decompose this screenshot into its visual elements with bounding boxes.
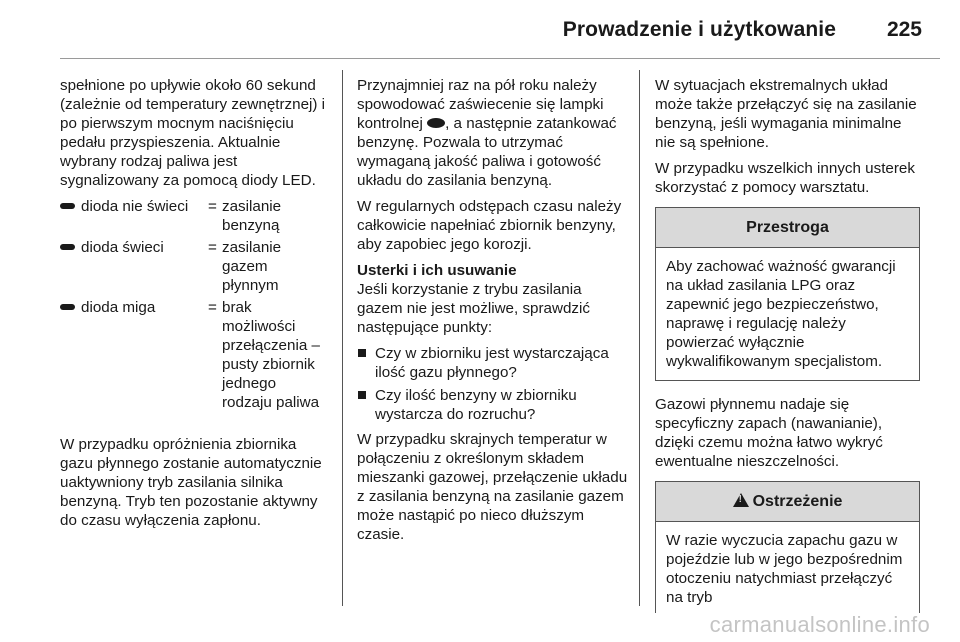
equals-sign: = bbox=[208, 299, 217, 316]
section-heading: Usterki i ich usuwanie bbox=[357, 262, 517, 279]
header-divider bbox=[60, 58, 940, 59]
page-title: Prowadzenie i użytkowanie bbox=[562, 18, 836, 41]
bullet-icon bbox=[358, 349, 366, 357]
checklist bbox=[357, 344, 629, 424]
workshop-paragraph: W przypadku wszelkich innych usterek skorzystać z pomocy warsztatu. bbox=[655, 160, 915, 196]
led-meaning: brak możliwości przełączenia – pusty zbiornik jednego rodzaju paliwa bbox=[222, 299, 320, 411]
column-1 bbox=[60, 76, 330, 537]
temperature-paragraph: W przypadku skrajnych temperatur w połączeniu z określonym składem mieszanki gazowej, przełączenie układu z zasilania benzyną na zasilanie gazem może nastąpić po nieco dłuższym czasie. bbox=[357, 431, 628, 543]
page-header bbox=[0, 0, 960, 60]
warning-body: W razie wyczucia zapachu gazu w pojeździe lub w jego bezpośrednim otoczeniu natychmiast przełączyć na tryb bbox=[666, 532, 903, 606]
led-icon bbox=[60, 203, 75, 209]
page-number: 225 bbox=[886, 18, 922, 41]
list-item bbox=[357, 386, 629, 424]
extreme-paragraph: W sytuacjach ekstremalnych układ może także przełączyć się na zasilanie benzyną, jeśli wymagania minimalne nie są spełnione. bbox=[655, 77, 917, 151]
control-lamp-icon bbox=[427, 118, 445, 128]
column-divider-2 bbox=[639, 70, 640, 606]
warning-box bbox=[655, 481, 920, 613]
caution-title: Przestroga bbox=[656, 208, 919, 248]
list-item-text: Czy ilość benzyny w zbiorniku wystarcza do rozruchu? bbox=[375, 387, 577, 423]
tank-paragraph: W regularnych odstępach czasu należy całkowicie napełniać zbiornik benzyny, aby zapobiec jego korozji. bbox=[357, 198, 622, 253]
warning-header bbox=[656, 482, 919, 522]
watermark: carmanualsonline.info bbox=[709, 612, 930, 637]
led-meaning: zasilanie benzyną bbox=[222, 198, 282, 234]
troubleshoot-paragraph: Jeśli korzystanie z trybu zasilania gazem nie jest możliwe, sprawdzić następujące punkty: bbox=[357, 281, 590, 336]
led-row bbox=[60, 298, 322, 415]
control-lamp-paragraph bbox=[357, 76, 629, 190]
caution-body: Aby zachować ważność gwarancji na układ zasilania LPG oraz zapewnić jego bezpieczeństwo, naprawę i regulację należy powierzać wyłącznie wykwalifikowanym specjalistom. bbox=[666, 258, 896, 370]
warning-title: Ostrzeżenie bbox=[752, 493, 843, 510]
column-divider-1 bbox=[342, 70, 343, 606]
caution-box bbox=[655, 207, 920, 381]
outro-paragraph: W przypadku opróżnienia zbiornika gazu płynnego zostanie automatycznie uaktywniony tryb zasilania silnika benzyną. Tryb ten pozostanie aktywny do czasu wyłączenia zapłonu. bbox=[60, 436, 322, 529]
led-state: dioda nie świeci bbox=[81, 198, 189, 215]
paragraph-text: , a następnie zatankować benzynę. Pozwala to utrzymać wymaganą jakość paliwa i gotowość układu do zasilania benzyną. bbox=[357, 115, 617, 189]
odor-paragraph: Gazowi płynnemu nadaje się specyficzny zapach (nawanianie), dzięki czemu można łatwo wykryć ewentualne nieszczelności. bbox=[655, 396, 883, 470]
equals-sign: = bbox=[208, 198, 217, 215]
bullet-icon bbox=[358, 391, 366, 399]
led-row bbox=[60, 238, 322, 298]
paragraph-text: Przynajmniej raz na pół roku należy spowodować zaświecenie się lampki kontrolnej bbox=[357, 77, 604, 132]
list-item-text: Czy w zbiorniku jest wystarczająca ilość gazu płynnego? bbox=[375, 345, 609, 381]
column-3 bbox=[655, 76, 920, 613]
equals-sign: = bbox=[208, 239, 217, 256]
led-state: dioda świeci bbox=[81, 239, 164, 256]
list-item bbox=[357, 344, 629, 382]
led-row bbox=[60, 197, 322, 238]
led-status-table bbox=[60, 197, 322, 415]
led-icon bbox=[60, 244, 75, 250]
led-meaning: zasilanie gazem płynnym bbox=[222, 239, 282, 294]
led-icon bbox=[60, 304, 75, 310]
intro-paragraph: spełnione po upływie około 60 sekund (zależnie od temperatury zewnętrznej) i po pierwszym mocnym naciśnięciu pedału przyspieszenia. Aktualnie wybrany rodzaj paliwa jest sygnalizowany za pomocą diody LED. bbox=[60, 77, 326, 189]
warning-triangle-icon bbox=[733, 493, 749, 507]
led-state: dioda miga bbox=[81, 299, 156, 316]
column-2 bbox=[357, 76, 629, 551]
